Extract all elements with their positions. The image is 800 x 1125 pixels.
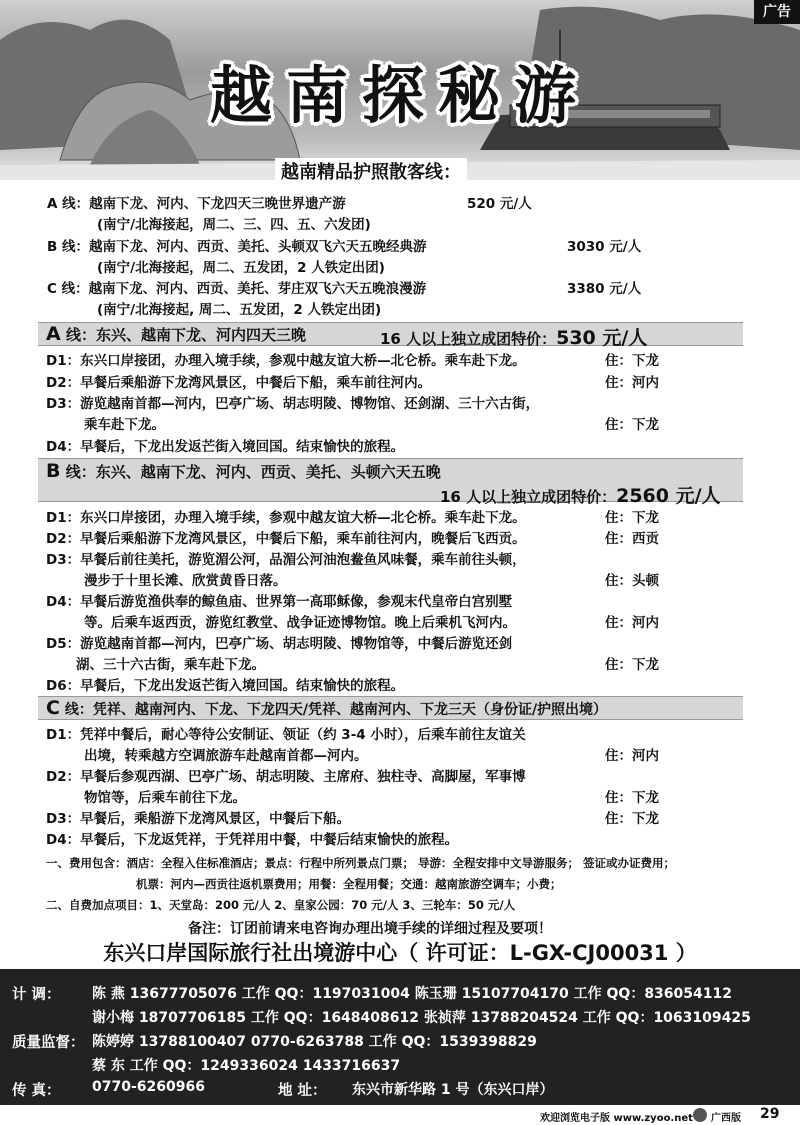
page-title: 越南探秘游 bbox=[209, 59, 590, 132]
route-a-line: A 线：越南下龙、河内、下龙四天三晚世界遗产游 bbox=[47, 196, 346, 212]
a-day-2-stay: 住：河内 bbox=[605, 375, 659, 391]
a-day-3-cont: 乘车赴下龙。 bbox=[84, 417, 165, 433]
planner-label: 计 调： bbox=[12, 987, 61, 1003]
fees-included-cont: 机票：河内—西贡往返机票费用；用餐：全程用餐；交通：越南旅游空调车；小费； bbox=[136, 877, 562, 891]
supervision-line-1: 陈婷婷 13788100407 0770-6263788 工作 QQ：1539398829 bbox=[92, 1034, 537, 1050]
section-a-price-value: 530 元/人 bbox=[556, 327, 648, 349]
c-day-2-stay: 住：下龙 bbox=[605, 790, 659, 806]
c-day-3-stay: 住：下龙 bbox=[605, 811, 659, 827]
b-day-6: D6：早餐后，下龙出发返芒街入境回国。结束愉快的旅程。 bbox=[46, 678, 405, 694]
b-day-4-stay: 住：河内 bbox=[605, 615, 659, 631]
b-day-4: D4：早餐后游览渔供奉的鲸鱼庙、世界第一高耶稣像，参观末代皇帝白宫别墅 bbox=[46, 594, 513, 610]
section-c-title-text: 线：凭祥、越南河内、下龙、下龙四天/凭祥、越南河内、下龙三天（身份证/护照出境） bbox=[59, 702, 608, 718]
ad-tag: 广告 bbox=[754, 0, 800, 24]
b-day-3: D3：早餐后前往美托，游览湄公河，品湄公河油泡鲞鱼风味餐，乘车前往头顿， bbox=[46, 552, 526, 568]
footer-brand: 广西版 bbox=[711, 1113, 741, 1124]
a-day-3-stay: 住：下龙 bbox=[605, 417, 659, 433]
section-b-title-text: 线：东兴、越南下龙、河内、西贡、美托、头顿六天五晚 bbox=[60, 463, 441, 481]
section-a-price-label: 16 人以上独立成团特价： bbox=[380, 330, 557, 348]
section-b-price-label: 16 人以上独立成团特价： bbox=[440, 488, 617, 506]
supervision-line-2: 蔡 东 工作 QQ：1249336024 1433716637 bbox=[92, 1058, 401, 1074]
supervision-label: 质量监督： bbox=[12, 1035, 85, 1051]
contact-panel bbox=[0, 969, 800, 1105]
route-c-price: 3380 元/人 bbox=[567, 281, 642, 297]
agency-name: 东兴口岸国际旅行社出境游中心（ 许可证：L-GX-CJ00031 ） bbox=[103, 941, 697, 965]
c-day-1-cont: 出境，转乘越方空调旅游车赴越南首都—河内。 bbox=[84, 748, 368, 764]
a-day-3: D3：游览越南首都—河内，巴亭广场、胡志明陵、博物馆、还剑湖、三十六古街， bbox=[46, 396, 540, 412]
fees-included: 一、费用包含：酒店：全程入住标准酒店；景点：行程中所列景点门票； 导游：全程安排中文导游服务； 签证或办证费用； bbox=[46, 856, 676, 870]
planner-line-1: 陈 燕 13677705076 工作 QQ：1197031004 陈玉珊 15107704170 工作 QQ：836054112 bbox=[92, 986, 732, 1002]
a-day-1: D1：东兴口岸接团，办理入境手续，参观中越友谊大桥—北仑桥。乘车赴下龙。 bbox=[46, 353, 526, 369]
a-day-2: D2：早餐后乘船游下龙湾风景区，中餐后下船，乘车前往河内。 bbox=[46, 375, 432, 391]
a-day-1-stay: 住：下龙 bbox=[605, 353, 659, 369]
section-b-price-value: 2560 元/人 bbox=[616, 485, 721, 507]
c-day-1-stay: 住：河内 bbox=[605, 748, 659, 764]
b-day-1-stay: 住：下龙 bbox=[605, 510, 659, 526]
footer-website: 欢迎浏览电子版 www.zyoo.net bbox=[540, 1113, 693, 1124]
b-day-4-cont: 等。后乘车返西贡，游览红教堂、战争证迹博物馆。晚上后乘机飞河内。 bbox=[84, 615, 516, 631]
c-day-4: D4：早餐后，下龙返凭祥，于凭祥用中餐，中餐后结束愉快的旅程。 bbox=[46, 832, 459, 848]
route-b-price: 3030 元/人 bbox=[567, 239, 642, 255]
a-day-4: D4：早餐后，下龙出发返芒街入境回国。结束愉快的旅程。 bbox=[46, 439, 405, 455]
page-number: 29 bbox=[760, 1106, 780, 1122]
b-day-1: D1：东兴口岸接团，办理入境手续，参观中越友谊大桥—北仑桥。乘车赴下龙。 bbox=[46, 510, 526, 526]
brand-logo-icon bbox=[693, 1108, 707, 1122]
route-b-line: B 线：越南下龙、河内、西贡、美托、头顿双飞六天五晚经典游 bbox=[47, 239, 427, 255]
route-a-note: (南宁/北海接起，周二、三、四、五、六发团) bbox=[97, 217, 371, 233]
remark: 备注：订团前请来电咨询办理出境手续的详细过程及要项！ bbox=[188, 921, 552, 937]
c-day-3: D3：早餐后，乘船游下龙湾风景区，中餐后下船。 bbox=[46, 811, 351, 827]
section-b-price bbox=[440, 481, 721, 508]
route-b-note: (南宁/北海接起，周二、五发团，2 人铁定出团) bbox=[97, 260, 385, 276]
section-c-title bbox=[46, 697, 607, 719]
b-day-2: D2：早餐后乘船游下龙湾风景区，中餐后下船，乘车前往河内，晚餐后飞西贡。 bbox=[46, 531, 526, 547]
fax-number: 0770-6260966 bbox=[92, 1079, 205, 1095]
section-subtitle: 越南精品护照散客线： bbox=[275, 158, 467, 184]
b-day-2-stay: 住：西贡 bbox=[605, 531, 659, 547]
section-c-letter: C bbox=[46, 697, 60, 719]
c-day-1: D1：凭祥中餐后，耐心等待公安制证、领证（约 3-4 小时），后乘车前往友谊关 bbox=[46, 727, 526, 743]
section-a-letter: A bbox=[46, 323, 61, 345]
b-day-3-stay: 住：头顿 bbox=[605, 573, 659, 589]
section-b-title bbox=[46, 460, 441, 482]
route-c-line: C 线：越南下龙、河内、西贡、美托、芽庄双飞六天五晚浪漫游 bbox=[47, 281, 427, 297]
address-label: 地 址： bbox=[278, 1083, 327, 1099]
b-day-5-cont: 湖、三十六古街，乘车赴下龙。 bbox=[76, 657, 265, 673]
section-b-letter: B bbox=[46, 460, 61, 482]
section-a-price bbox=[380, 323, 647, 350]
c-day-2-cont: 物馆等，后乘车前往下龙。 bbox=[84, 790, 246, 806]
optional-items: 二、自费加点项目：1、天堂岛：200 元/人 2、皇家公园：70 元/人 3、三轮车：50 元/人 bbox=[46, 898, 516, 912]
b-day-5-stay: 住：下龙 bbox=[605, 657, 659, 673]
c-day-2: D2：早餐后参观西湖、巴亭广场、胡志明陵、主席府、独柱寺、高脚屋，军事博 bbox=[46, 769, 526, 785]
b-day-5: D5：游览越南首都—河内，巴亭广场、胡志明陵、博物馆等，中餐后游览还剑 bbox=[46, 636, 513, 652]
section-a-title bbox=[46, 323, 306, 345]
footer bbox=[0, 1105, 800, 1125]
b-day-3-cont: 漫步于十里长滩、欣赏黄昏日落。 bbox=[84, 573, 287, 589]
route-a-price: 520 元/人 bbox=[467, 196, 532, 212]
route-c-note: (南宁/北海接起, 周二、五发团，2 人铁定出团) bbox=[97, 302, 382, 318]
section-a-title-text: 线：东兴、越南下龙、河内四天三晚 bbox=[60, 326, 306, 344]
fax-label: 传 真： bbox=[12, 1083, 61, 1099]
planner-line-2: 谢小梅 18707706185 工作 QQ：1648408612 张祯萍 13788204524 工作 QQ：1063109425 bbox=[92, 1010, 751, 1026]
address-value: 东兴市新华路 1 号（东兴口岸） bbox=[352, 1082, 554, 1098]
